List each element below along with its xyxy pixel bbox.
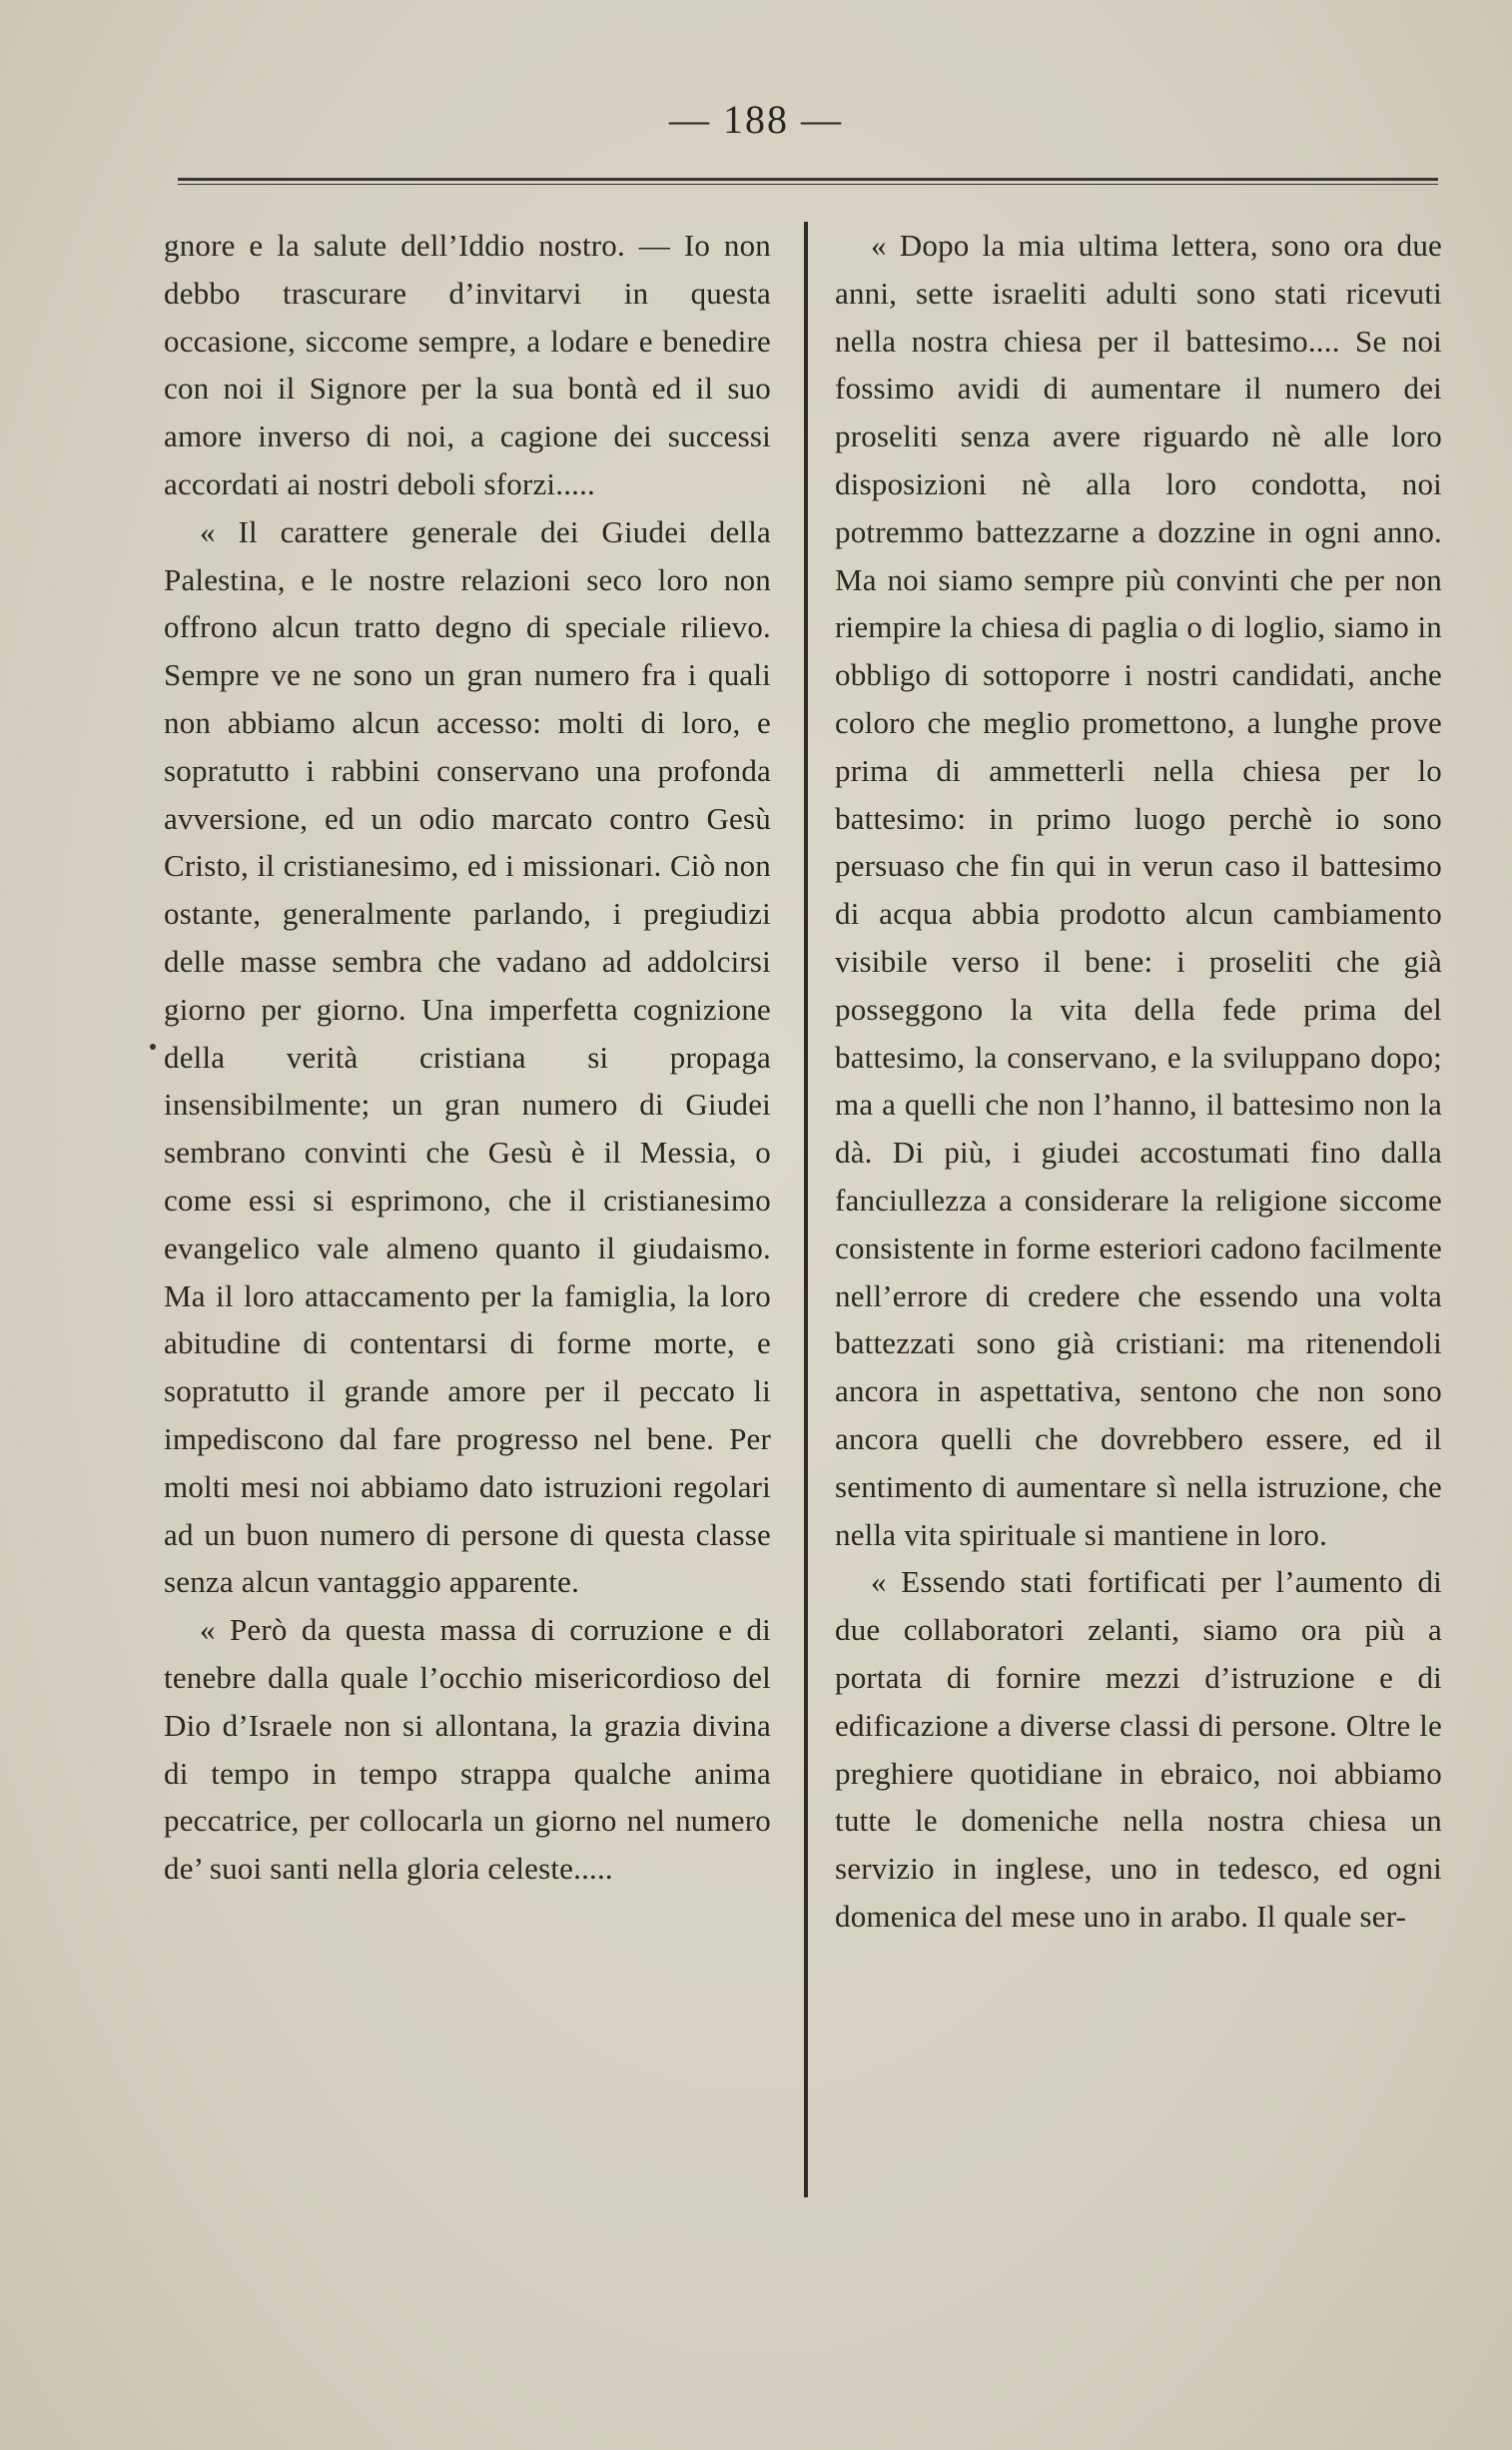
header-rule bbox=[178, 178, 1438, 185]
paragraph: « Però da questa massa di corruzione e di tenebre dalla quale l’occhio misericordioso del Dio d’Israele non si allontana, la grazia divina di tempo in tempo strappa qualche anima peccatrice, per collocarla un giorno nel numero de’ suoi santi nella gloria celeste..... bbox=[164, 1612, 771, 1887]
left-column bbox=[164, 222, 771, 1893]
paragraph: gnore e la salute dell’Iddio nostro. — Io non debbo trascurare d’invitarvi in questa occasione, siccome sempre, a lodare e benedire con noi il Signore per la sua bontà ed il suo amore inverso di noi, a cagione dei successi accordati ai nostri deboli sforzi..... bbox=[164, 228, 771, 501]
page-number: — 188 — bbox=[669, 97, 843, 142]
paragraph: « Essendo stati fortificati per l’aumento di due collaboratori zelanti, siamo ora più a portata di fornire mezzi d’istruzione e di edificazione a diverse classi di persone. Oltre le preghiere quotidiane in ebraico, noi abbiamo tutte le domeniche nella nostra chiesa un servizio in inglese, uno in tedesco, ed ogni domenica del mese uno in arabo. Il quale ser- bbox=[835, 1564, 1442, 1934]
right-column bbox=[835, 222, 1442, 1941]
column-divider bbox=[804, 222, 808, 2197]
paragraph: « Il carattere generale dei Giudei della Palestina, e le nostre relazioni seco loro non offrono alcun tratto degno di speciale rilievo. Sempre ve ne sono un gran numero fra i quali non abbiamo alcun accesso: molti di loro, e sopratutto i rabbini conservano una profonda avversione, ed un odio marcato contro Gesù Cristo, il cristianesimo, ed i missionari. Ciò non ostante, generalmente parlando, i pregiudizi delle masse sembra che vadano ad addolcirsi giorno per giorno. Una imperfetta cognizione della verità cristiana si propaga insensibilmente; un gran numero di Giudei sembrano convinti che Gesù è il Messia, o come essi si esprimono, che il cristianesimo evangelico vale almeno quanto il giudaismo. Ma il loro attaccamento per la famiglia, la loro abitudine di contentarsi di forme morte, e sopratutto il grande amore per il peccato li impediscono dal fare progresso nel bene. Per molti mesi noi abbiamo dato istruzioni regolari ad un buon numero di persone di questa classe senza alcun vantaggio apparente. bbox=[164, 513, 771, 1600]
paragraph: « Dopo la mia ultima lettera, sono ora due anni, sette israeliti adulti sono stati ricevuti nella nostra chiesa per il battesimo.... Se noi fossimo avidi di aumentare il numero dei proseliti senza avere riguardo nè alle loro disposizioni nè alla loro condotta, noi potremmo battezzarne a dozzine in ogni anno. Ma noi siamo sempre più convinti che per non riempire la chiesa di paglia o di loglio, siamo in obbligo di sottoporre i nostri candidati, anche coloro che meglio promettono, a lunghe prove prima di ammetterli nella chiesa per lo battesimo: in primo luogo perchè io sono persuaso che fin qui in verun caso il battesimo di acqua abbia prodotto alcun cambiamento visibile verso il bene: i proseliti che già posseggono la vita della fede prima del battesimo, la conservano, e la sviluppano dopo; ma a quelli che non l’hanno, il battesimo non la dà. Di più, i giudei accostumati fino dalla fanciullezza a considerare la religione siccome consistente in forme esteriori cadono facilmente nell’errore di credere che essendo una volta battezzati sono già cristiani: ma ritenendoli ancora in aspettativa, sentono che non sono ancora quelli che dovrebbero essere, ed il sentimento di aumentare sì nella istruzione, che nella vita spirituale si mantiene in loro. bbox=[835, 228, 1442, 1552]
ink-speck bbox=[150, 1044, 156, 1050]
